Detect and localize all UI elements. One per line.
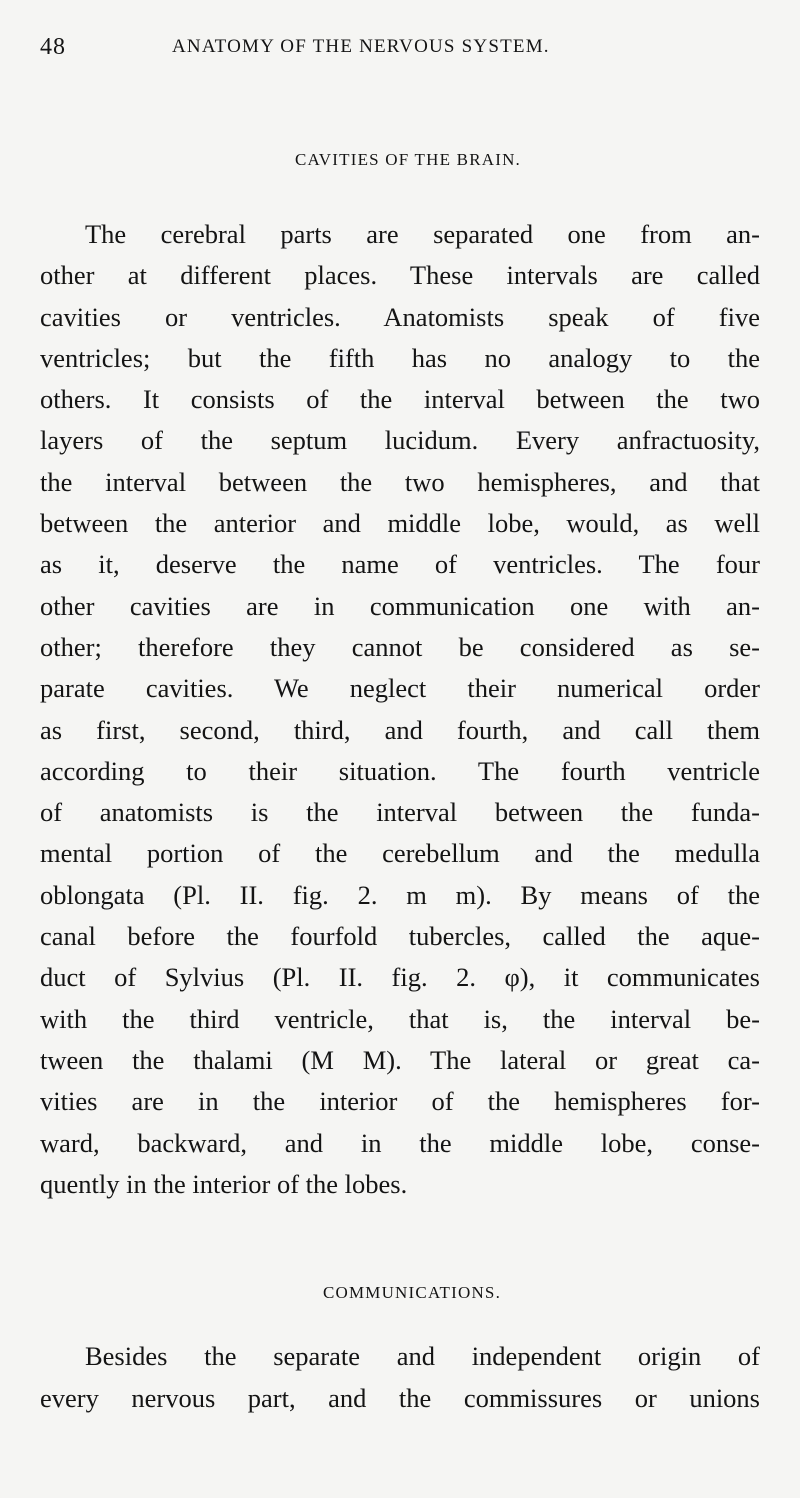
text-line: quently in the interior of the lobes. (40, 1168, 408, 1199)
text-line: according to their situation. The fourth ventricle (40, 755, 760, 786)
text-line: as first, second, third, and fourth, and call them (40, 714, 760, 745)
text-line: ward, backward, and in the middle lobe, conse- (40, 1127, 760, 1158)
text-line: cavities or ventricles. Anatomists speak of five (40, 301, 760, 332)
text-line: layers of the septum lucidum. Every anfractuosity, (40, 425, 760, 456)
text-line: vities are in the interior of the hemispheres for- (40, 1086, 760, 1117)
text-line: every nervous part, and the commissures or unions (40, 1382, 760, 1413)
running-head (40, 34, 760, 64)
text-line: the interval between the two hemispheres, and that (40, 466, 760, 497)
text-line: other at different places. These intervals are called (40, 260, 760, 291)
text-line: ventricles; but the fifth has no analogy to the (40, 342, 760, 373)
page-number: 48 (40, 34, 66, 60)
text-line: other; therefore they cannot be considered as se- (40, 631, 760, 662)
section-heading-communications: COMMUNICATIONS. (322, 1283, 502, 1302)
paragraph-cavities (40, 214, 760, 1205)
text-line: The cerebral parts are separated one from an- (85, 219, 760, 249)
text-line: tween the thalami (M M). The lateral or great ca- (40, 1044, 760, 1075)
running-title: ANATOMY OF THE NERVOUS SYSTEM. (172, 36, 550, 57)
text-line: others. It consists of the interval between the two (40, 384, 760, 415)
text-line: with the third ventricle, that is, the interval be- (40, 1003, 760, 1034)
text-line: Besides the separate and independent origin of (85, 1341, 760, 1371)
text-line: as it, deserve the name of ventricles. The four (40, 549, 760, 580)
text-line: mental portion of the cerebellum and the medulla (40, 838, 760, 869)
section-heading-cavities: CAVITIES OF THE BRAIN. (294, 150, 521, 169)
text-line: parate cavities. We neglect their numerical order (40, 673, 760, 704)
text-line: of anatomists is the interval between the funda- (40, 797, 760, 828)
paragraph-communications (40, 1336, 760, 1419)
text-line: between the anterior and middle lobe, would, as well (40, 508, 760, 539)
text-line: duct of Sylvius (Pl. II. fig. 2. φ), it communicates (40, 962, 760, 993)
text-line: oblongata (Pl. II. fig. 2. m m). By means of the (40, 879, 760, 910)
text-line: canal before the fourfold tubercles, called the aque- (40, 921, 760, 952)
text-line: other cavities are in communication one with an- (40, 590, 760, 621)
